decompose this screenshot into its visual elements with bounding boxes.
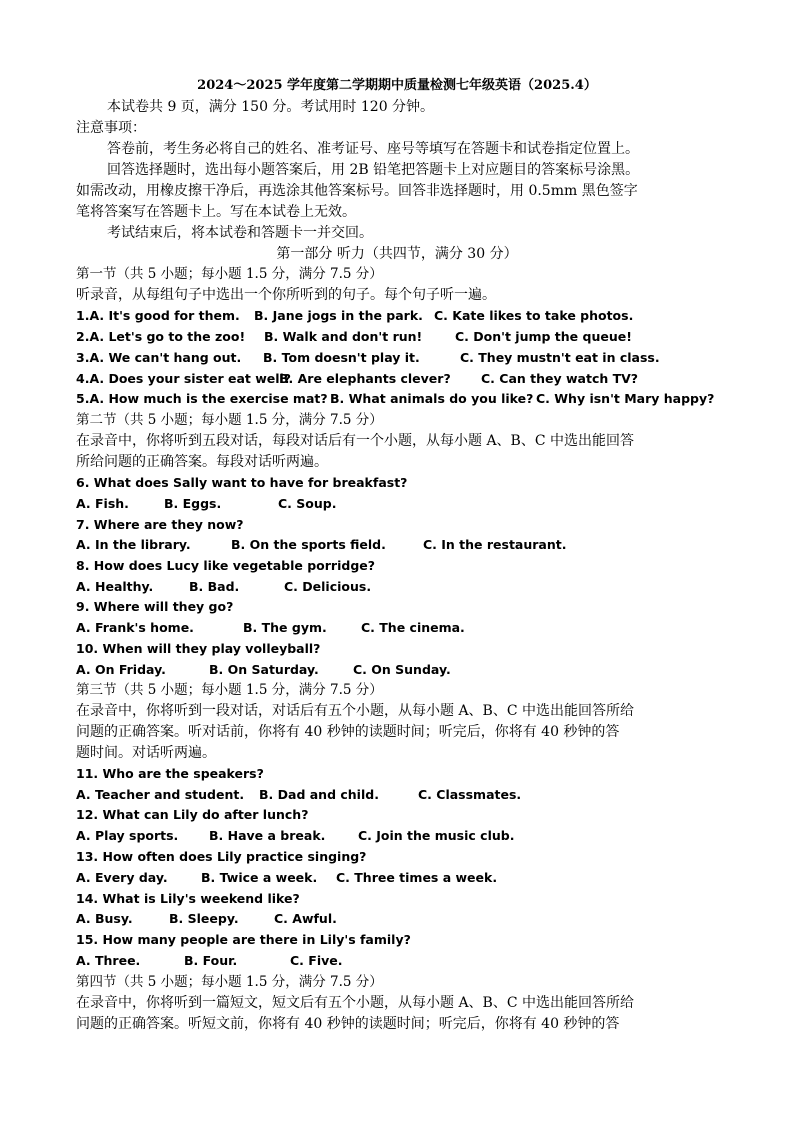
item-2-b: B. Walk and don't run! bbox=[264, 329, 423, 344]
section2-instructions-2: 所给问题的正确答案。每段对话听两遍。 bbox=[76, 454, 328, 470]
question-14: 14. What is Lily's weekend like? bbox=[76, 891, 300, 906]
q8-option-b: B. Bad. bbox=[189, 579, 240, 594]
q14-option-a: A. Busy. bbox=[76, 911, 133, 926]
q6-option-b: B. Eggs. bbox=[164, 496, 222, 511]
q7-option-a: A. In the library. bbox=[76, 537, 191, 552]
question-12-options bbox=[76, 826, 726, 846]
item-1 bbox=[76, 306, 726, 326]
q7-option-c: C. In the restaurant. bbox=[423, 537, 567, 552]
section3-header: 第三节（共 5 小题；每小题 1.5 分，满分 7.5 分） bbox=[76, 682, 383, 698]
section4-header: 第四节（共 5 小题；每小题 1.5 分，满分 7.5 分） bbox=[76, 974, 383, 990]
section3-instructions-2: 问题的正确答案。听对话前，你将有 40 秒钟的读题时间；听完后，你将有 40 秒钟的答 bbox=[76, 724, 620, 740]
item-5-a: 5.A. How much is the exercise mat? bbox=[76, 391, 328, 406]
item-5-c: C. Why isn't Mary happy? bbox=[536, 391, 715, 406]
question-6: 6. What does Sally want to have for breakfast? bbox=[76, 475, 408, 490]
intro-line-4: 回答选择题时，选出每小题答案后，用 2B 铅笔把答题卡上对应题目的答案标号涂黑。 bbox=[107, 162, 640, 178]
q8-option-c: C. Delicious. bbox=[284, 579, 372, 594]
q9-option-c: C. The cinema. bbox=[361, 620, 465, 635]
item-2-a: 2.A. Let's go to the zoo! bbox=[76, 329, 246, 344]
exam-title: 2024～2025 学年度第二学期期中质量检测七年级英语（2025.4） bbox=[197, 78, 597, 93]
question-14-options bbox=[76, 909, 726, 929]
question-10: 10. When will they play volleyball? bbox=[76, 641, 321, 656]
q13-option-c: C. Three times a week. bbox=[336, 870, 498, 885]
question-9-options bbox=[76, 618, 726, 638]
q11-option-a: A. Teacher and student. bbox=[76, 787, 245, 802]
section3-instructions-1: 在录音中，你将听到一段对话，对话后有五个小题，从每小题 A、B、C 中选出能回答所给 bbox=[76, 703, 635, 719]
question-13-options bbox=[76, 868, 726, 888]
part1-title: 第一部分 听力（共四节，满分 30 分） bbox=[276, 246, 518, 262]
question-8-options bbox=[76, 577, 726, 597]
question-9: 9. Where will they go? bbox=[76, 599, 234, 614]
item-2-c: C. Don't jump the queue! bbox=[455, 329, 632, 344]
intro-line-1: 本试卷共 9 页，满分 150 分。考试用时 120 分钟。 bbox=[107, 99, 435, 115]
item-5-b: B. What animals do you like? bbox=[330, 391, 534, 406]
q9-option-a: A. Frank's home. bbox=[76, 620, 194, 635]
question-15-options bbox=[76, 951, 726, 971]
q15-option-c: C. Five. bbox=[290, 953, 343, 968]
section1-instructions: 听录音，从每组句子中选出一个你所听到的句子。每个句子听一遍。 bbox=[76, 287, 496, 303]
q14-option-b: B. Sleepy. bbox=[169, 911, 239, 926]
item-3-c: C. They mustn't eat in class. bbox=[460, 350, 660, 365]
q10-option-b: B. On Saturday. bbox=[209, 662, 319, 677]
question-8: 8. How does Lucy like vegetable porridge? bbox=[76, 558, 375, 573]
item-2 bbox=[76, 327, 726, 347]
section2-instructions-1: 在录音中，你将听到五段对话，每段对话后有一个小题，从每小题 A、B、C 中选出能回答 bbox=[76, 433, 635, 449]
question-11-options bbox=[76, 785, 726, 805]
item-1-c: C. Kate likes to take photos. bbox=[434, 308, 634, 323]
q10-option-a: A. On Friday. bbox=[76, 662, 166, 677]
q15-option-a: A. Three. bbox=[76, 953, 141, 968]
intro-line-6: 笔将答案写在答题卡上。写在本试卷上无效。 bbox=[76, 204, 356, 220]
item-4-b: B. Are elephants clever? bbox=[279, 371, 451, 386]
item-4-a: 4.A. Does your sister eat well? bbox=[76, 371, 292, 386]
question-10-options bbox=[76, 660, 726, 680]
question-15: 15. How many people are there in Lily's family? bbox=[76, 932, 411, 947]
item-4 bbox=[76, 369, 726, 389]
question-7-options bbox=[76, 535, 726, 555]
question-7: 7. Where are they now? bbox=[76, 517, 244, 532]
question-12: 12. What can Lily do after lunch? bbox=[76, 807, 309, 822]
notice-heading: 注意事项： bbox=[76, 120, 146, 136]
q12-option-a: A. Play sports. bbox=[76, 828, 179, 843]
item-3-b: B. Tom doesn't play it. bbox=[263, 350, 420, 365]
q9-option-b: B. The gym. bbox=[243, 620, 327, 635]
item-1-b: B. Jane jogs in the park. bbox=[254, 308, 423, 323]
q12-option-b: B. Have a break. bbox=[209, 828, 326, 843]
question-6-options bbox=[76, 494, 726, 514]
q6-option-a: A. Fish. bbox=[76, 496, 129, 511]
item-3-a: 3.A. We can't hang out. bbox=[76, 350, 242, 365]
section4-instructions-2: 问题的正确答案。听短文前，你将有 40 秒钟的读题时间；听完后，你将有 40 秒钟的答 bbox=[76, 1016, 620, 1032]
q13-option-b: B. Twice a week. bbox=[201, 870, 318, 885]
section4-instructions-1: 在录音中，你将听到一篇短文，短文后有五个小题，从每小题 A、B、C 中选出能回答所给 bbox=[76, 995, 635, 1011]
q7-option-b: B. On the sports field. bbox=[231, 537, 386, 552]
q14-option-c: C. Awful. bbox=[274, 911, 337, 926]
q15-option-b: B. Four. bbox=[184, 953, 238, 968]
intro-line-3: 答卷前，考生务必将自己的姓名、准考证号、座号等填写在答题卡和试卷指定位置上。 bbox=[107, 141, 639, 157]
q11-option-c: C. Classmates. bbox=[418, 787, 522, 802]
item-3 bbox=[76, 348, 726, 368]
q8-option-a: A. Healthy. bbox=[76, 579, 154, 594]
section2-header: 第二节（共 5 小题；每小题 1.5 分，满分 7.5 分） bbox=[76, 412, 383, 428]
section1-header: 第一节（共 5 小题；每小题 1.5 分，满分 7.5 分） bbox=[76, 266, 383, 282]
intro-line-7: 考试结束后，将本试卷和答题卡一并交回。 bbox=[107, 225, 373, 241]
intro-line-5: 如需改动，用橡皮擦干净后，再选涂其他答案标号。回答非选择题时，用 0.5mm 黑色签字 bbox=[76, 183, 638, 199]
q11-option-b: B. Dad and child. bbox=[259, 787, 379, 802]
question-11: 11. Who are the speakers? bbox=[76, 766, 264, 781]
q13-option-a: A. Every day. bbox=[76, 870, 168, 885]
section3-instructions-3: 题时间。对话听两遍。 bbox=[76, 745, 216, 761]
q6-option-c: C. Soup. bbox=[278, 496, 337, 511]
item-4-c: C. Can they watch TV? bbox=[481, 371, 639, 386]
item-5 bbox=[76, 389, 726, 409]
item-1-a: 1.A. It's good for them. bbox=[76, 308, 240, 323]
question-13: 13. How often does Lily practice singing? bbox=[76, 849, 367, 864]
q10-option-c: C. On Sunday. bbox=[353, 662, 451, 677]
q12-option-c: C. Join the music club. bbox=[358, 828, 515, 843]
